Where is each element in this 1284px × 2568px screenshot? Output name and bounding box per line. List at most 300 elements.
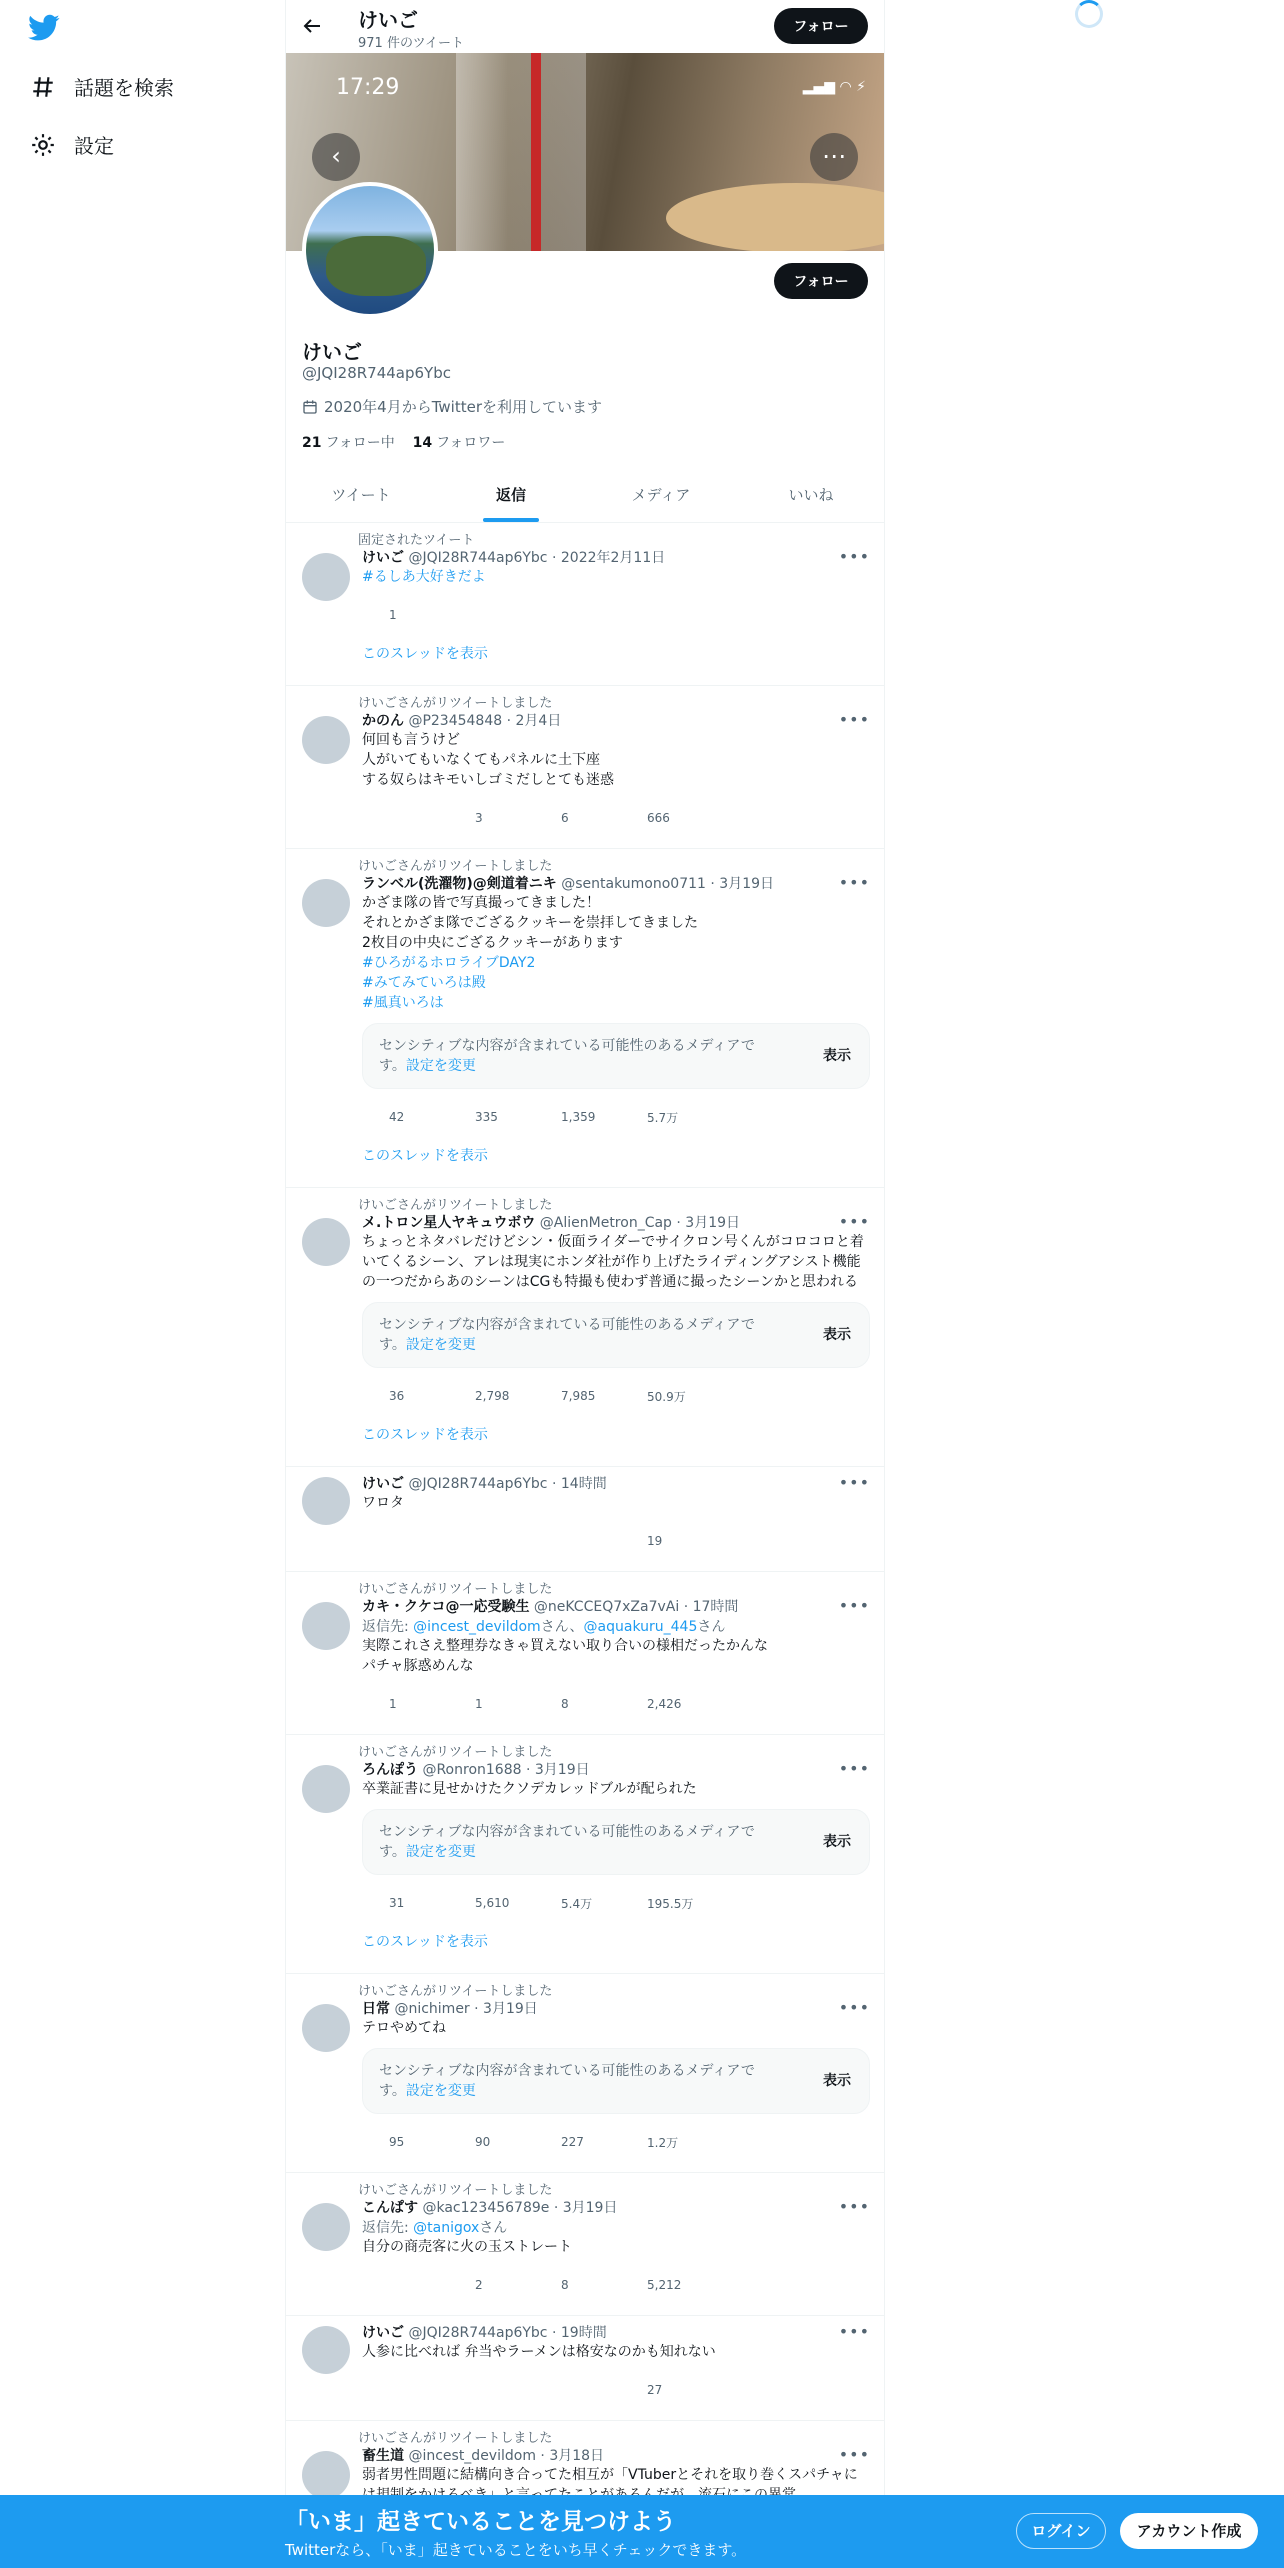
reply-icon (362, 1696, 379, 1713)
tweet-author-name[interactable]: けいご (362, 550, 404, 566)
reply-icon (362, 1895, 379, 1912)
followers-label[interactable]: フォロワー (436, 435, 506, 451)
tweet[interactable] (286, 1467, 885, 1572)
bottom-bar-subtitle: Twitterなら、「いま」起きていることをいち早くチェックできます。 (285, 2541, 747, 2559)
views-icon (620, 2134, 637, 2151)
share-action[interactable] (706, 1533, 792, 1550)
retweet-action[interactable] (448, 2277, 534, 2294)
like-count: 1,359 (561, 1110, 596, 1124)
tweet-author-name[interactable]: かのん (362, 713, 404, 729)
header-follow-button[interactable]: フォロー (774, 8, 868, 44)
tweet[interactable] (286, 849, 885, 1188)
tweet-context (302, 2179, 870, 2197)
more-options-icon[interactable]: ••• (838, 2322, 870, 2341)
views-count: 19 (647, 1534, 663, 1548)
login-button[interactable]: ログイン (1016, 2513, 1106, 2549)
reply-action[interactable] (362, 1533, 448, 1550)
views-icon (620, 810, 637, 827)
tweet-author-handle[interactable]: @Ronron1688 (422, 1762, 522, 1778)
share-icon (706, 2277, 723, 2294)
reply-icon (362, 810, 379, 827)
tab-replies[interactable]: 返信 (436, 470, 586, 522)
reply-count: 1 (389, 1697, 397, 1711)
tweet-actions (362, 2265, 792, 2305)
profile-handle: @JQI28R744ap6Ybc (302, 364, 451, 382)
tweet-meta: 畜生道 @incest_devildom · 3月18日 (362, 2448, 605, 2464)
like-action[interactable] (534, 1895, 620, 1912)
share-action[interactable] (706, 1109, 792, 1126)
reply-action[interactable] (362, 1696, 448, 1713)
tweet-time[interactable]: 17時間 (692, 1599, 739, 1615)
like-count: 6 (561, 811, 569, 825)
tweet-author-handle[interactable]: @JQI28R744ap6Ybc (408, 2325, 548, 2341)
views-icon (620, 1109, 637, 1126)
following-count[interactable]: 21 (302, 435, 322, 451)
views-count: 5,212 (647, 2278, 682, 2292)
more-options-icon[interactable]: ••• (838, 547, 870, 566)
like-count: 8 (561, 2278, 569, 2292)
retweet-icon (448, 2277, 465, 2294)
tweet-author-handle[interactable]: @JQI28R744ap6Ybc (408, 1476, 548, 1492)
like-count: 7,985 (561, 1389, 596, 1403)
profile-joined (302, 396, 602, 417)
tweet-author-handle[interactable]: @AlienMetron_Cap (539, 1215, 672, 1231)
retweet-count: 3 (475, 811, 483, 825)
share-icon (706, 2134, 723, 2151)
reply-icon (362, 1388, 379, 1405)
views-action[interactable] (620, 1109, 706, 1126)
retweet-count: 335 (475, 1110, 498, 1124)
heart-icon (534, 1388, 551, 1405)
show-thread-link[interactable]: このスレッドを表示 (362, 1934, 488, 1950)
tweet-author-name[interactable]: けいご (362, 1476, 404, 1492)
heart-icon (534, 1533, 551, 1550)
retweet-action[interactable] (448, 1533, 534, 1550)
profile-name: けいご (302, 340, 362, 364)
more-options-icon[interactable]: ••• (838, 1596, 870, 1615)
tweet-text: 自分の商売客に火の玉ストレート (362, 2239, 572, 2255)
retweet-context-icon (332, 1196, 346, 1210)
avatar[interactable] (302, 1218, 350, 1266)
change-settings-link[interactable]: 設定を変更 (405, 1337, 476, 1353)
tweet-author-handle[interactable]: @sentakumono0711 (561, 876, 706, 892)
tweet-time[interactable]: 3月19日 (534, 1762, 590, 1778)
share-action[interactable] (706, 1388, 792, 1405)
back-arrow-icon[interactable] (300, 14, 324, 38)
avatar[interactable] (302, 2326, 350, 2374)
tweet-body (362, 547, 870, 635)
retweet-icon (448, 2134, 465, 2151)
tweet-author-name[interactable]: けいご (362, 2325, 404, 2341)
views-icon (620, 1533, 637, 1550)
tweet-text: 卒業証書に見せかけたクソデカレッドブルが配られた (362, 1781, 697, 1797)
share-icon (706, 1696, 723, 1713)
avatar[interactable] (302, 2451, 350, 2499)
sidebar-item-label: 設定 (74, 134, 114, 158)
reply-to-handle[interactable]: @incest_devildom (413, 1619, 541, 1635)
banner-status-icons: ▂▄▆ ◠ ⚡ (802, 79, 866, 95)
tweet-meta: かのん @P23454848 · 2月4日 (362, 713, 562, 729)
more-options-icon[interactable]: ••• (838, 873, 870, 892)
like-action[interactable] (534, 607, 620, 624)
tweet-actions (362, 595, 792, 635)
reply-action[interactable] (362, 1388, 448, 1405)
loading-spinner-icon (1075, 0, 1103, 28)
retweet-context-icon (332, 1743, 346, 1757)
tweet-actions (362, 2122, 792, 2162)
tweet-context-label: 固定されたツイート (358, 532, 475, 548)
tweet-author-name[interactable]: ろんぽう (362, 1762, 418, 1778)
tweet-context-label: けいごさんがリツイートしました (358, 1197, 553, 1213)
tweet-meta: メ.トロン星人ヤキュウボウ @AlienMetron_Cap · 3月19日 (362, 1215, 741, 1231)
tweet-meta: カキ・クケコ@一応受験生 @neKCCEQ7xZa7vAi · 17時間 (362, 1599, 739, 1615)
heart-icon (534, 810, 551, 827)
retweet-context-icon (332, 1580, 346, 1594)
views-action[interactable] (620, 1533, 706, 1550)
following-label[interactable]: フォロー中 (325, 435, 395, 451)
retweet-action[interactable] (448, 810, 534, 827)
tweet[interactable] (286, 686, 885, 849)
tweet-time[interactable]: 3月19日 (483, 2001, 538, 2017)
sensitive-media-notice (362, 2048, 870, 2114)
reply-icon (362, 1109, 379, 1126)
more-options-icon[interactable]: ••• (838, 1212, 870, 1231)
tab-tweets[interactable]: ツイート (331, 486, 391, 504)
tweet-actions (362, 1684, 792, 1724)
tweet-time[interactable]: 14時間 (560, 1476, 607, 1492)
reply-count: 31 (389, 1896, 405, 1910)
heart-icon (534, 1109, 551, 1126)
signup-bottom-bar (0, 2495, 1284, 2568)
like-count: 5.4万 (561, 1896, 593, 1911)
tweet-text: 実際これさえ整理券なきゃ買えない取り合いの様相だったかんな パチャ豚惑めんな (362, 1638, 768, 1674)
pin-icon (332, 531, 346, 545)
sensitive-text: センシティブな内容が含まれている可能性のあるメディアです。 (379, 1824, 755, 1860)
like-action[interactable] (534, 1388, 620, 1405)
reply-to-line (362, 1616, 870, 1636)
tab-likes[interactable]: いいね (788, 486, 834, 504)
retweet-context-icon (332, 2181, 346, 2195)
tweet-author-handle[interactable]: @neKCCEQ7xZa7vAi (533, 1599, 680, 1615)
sidebar-item-explore[interactable] (30, 72, 174, 101)
like-action[interactable] (534, 810, 620, 827)
reply-action[interactable] (362, 2382, 448, 2399)
reply-icon (362, 2382, 379, 2399)
tweet-text: 弱者男性問題に結構向き合ってた相互が「VTuberとそれを取り巻くスパチャに (362, 2467, 858, 2483)
avatar[interactable] (302, 2203, 350, 2251)
retweet-action[interactable] (448, 1895, 534, 1912)
share-action[interactable] (706, 607, 792, 624)
heart-icon (534, 2134, 551, 2151)
tweet-text: ちょっとネタバレだけどシン・仮面ライダーでサイクロン号くんがコロコロと着いてくるシーン、アレは現実にホンダ社が作り上げたライディングアシスト機能の一つだからあのシーンはCGも特撮も使わず普通に撮ったシーンかと思われる (362, 1234, 864, 1290)
reply-count: 42 (389, 1110, 405, 1124)
retweet-count: 2,798 (475, 1389, 510, 1403)
views-icon (620, 1895, 637, 1912)
like-action[interactable] (534, 1696, 620, 1713)
views-action[interactable] (620, 1696, 706, 1713)
share-action[interactable] (706, 2277, 792, 2294)
tweet-actions (362, 798, 792, 838)
share-action[interactable] (706, 1696, 792, 1713)
tweet-author-name[interactable]: ランベル(洗濯物)@剣道着ニキ (362, 876, 557, 892)
reply-action[interactable] (362, 1109, 448, 1126)
show-media-button[interactable]: 表示 (823, 1327, 851, 1343)
tweet-author-name[interactable]: 日常 (362, 2001, 390, 2017)
tweet-context-label: けいごさんがリツイートしました (358, 1581, 553, 1597)
sensitive-media-notice (362, 1302, 870, 1368)
retweet-context-icon (332, 857, 346, 871)
tweet-author-handle[interactable]: @kac123456789e (422, 2200, 550, 2216)
reply-icon (362, 607, 379, 624)
share-action[interactable] (706, 2134, 792, 2151)
tweet-text: 人参に比べれば 弁当やラーメンは格安なのかも知れない (362, 2344, 716, 2360)
retweet-icon (448, 1895, 465, 1912)
show-thread-link[interactable]: このスレッドを表示 (362, 646, 488, 662)
tweet-author-handle[interactable]: @incest_devildom (408, 2448, 536, 2464)
banner-plate (666, 183, 885, 251)
tweet-author-name[interactable]: 畜生道 (362, 2448, 404, 2464)
tweet-meta: 日常 @nichimer · 3月19日 (362, 2001, 538, 2017)
views-action[interactable] (620, 2277, 706, 2294)
more-options-icon[interactable]: ••• (838, 2197, 870, 2216)
retweet-action[interactable] (448, 1388, 534, 1405)
reply-icon (362, 2277, 379, 2294)
reply-count: 95 (389, 2135, 405, 2149)
tweet-actions (362, 2370, 792, 2410)
avatar[interactable] (302, 2004, 350, 2052)
sensitive-text: センシティブな内容が含まれている可能性のあるメディアです。 (379, 1317, 755, 1353)
profile-tabs (286, 470, 885, 523)
like-action[interactable] (534, 1109, 620, 1126)
sidebar-item-settings[interactable] (30, 130, 114, 159)
reply-to-handle[interactable]: @tanigox (413, 2220, 480, 2236)
followers-count[interactable]: 14 (412, 435, 433, 451)
tweet-author-handle[interactable]: @JQI28R744ap6Ybc (408, 550, 548, 566)
retweet-action[interactable] (448, 607, 534, 624)
profile-follow-button[interactable]: フォロー (774, 263, 868, 299)
reply-action[interactable] (362, 2134, 448, 2151)
reply-icon (362, 1533, 379, 1550)
more-options-icon[interactable]: ••• (838, 1759, 870, 1778)
tweet-author-handle[interactable]: @P23454848 (408, 713, 503, 729)
views-icon (620, 1696, 637, 1713)
views-action[interactable] (620, 2382, 706, 2399)
tab-media[interactable]: メディア (631, 486, 691, 504)
tweet-context-label: けいごさんがリツイートしました (358, 2182, 553, 2198)
tweet-context (302, 692, 870, 710)
like-action[interactable] (534, 2382, 620, 2399)
profile-header (286, 0, 885, 53)
banner-time: 17:29 (336, 75, 400, 100)
views-action[interactable] (620, 1388, 706, 1405)
retweet-icon (448, 810, 465, 827)
avatar[interactable] (302, 716, 350, 764)
share-action[interactable] (706, 2382, 792, 2399)
tweet-time[interactable]: 3月19日 (685, 1215, 741, 1231)
tweet-author-name[interactable]: メ.トロン星人ヤキュウボウ (362, 1215, 536, 1231)
tweet-actions (362, 1883, 792, 1923)
show-media-button[interactable]: 表示 (823, 1834, 851, 1850)
tweet-author-name[interactable]: こんぱす (362, 2200, 418, 2216)
more-options-icon[interactable]: ••• (838, 710, 870, 729)
retweet-count: 1 (475, 1697, 483, 1711)
header-tweet-count: 971 件のツイート (358, 36, 465, 51)
twitter-logo-icon[interactable] (28, 14, 60, 42)
reply-action[interactable] (362, 2277, 448, 2294)
more-options-icon[interactable]: ••• (838, 1473, 870, 1492)
sidebar-item-label: 話題を検索 (74, 76, 174, 100)
avatar[interactable] (302, 1477, 350, 1525)
tweet-context-label: けいごさんがリツイートしました (358, 1744, 553, 1760)
tweet-actions (362, 1097, 792, 1137)
reply-action[interactable] (362, 810, 448, 827)
tweet-meta: ろんぽう @Ronron1688 · 3月19日 (362, 1762, 590, 1778)
tweet-body (362, 2197, 870, 2305)
reply-suffix: さん (697, 1619, 726, 1635)
tweet[interactable] (286, 2173, 885, 2316)
hashtag-link[interactable]: #ひろがるホロライブDAY2 (362, 955, 536, 971)
show-media-button[interactable]: 表示 (823, 2073, 851, 2089)
retweet-action[interactable] (448, 1109, 534, 1126)
tweet-time[interactable]: 2022年2月11日 (560, 550, 666, 566)
tweet-time[interactable]: 19時間 (560, 2325, 607, 2341)
reply-count: 1 (389, 608, 397, 622)
avatar[interactable] (302, 553, 350, 601)
hashtag-link[interactable]: #るしあ大好きだよ (362, 569, 486, 585)
retweet-context-icon (332, 2429, 346, 2443)
change-settings-link[interactable]: 設定を変更 (405, 1844, 476, 1860)
tweet[interactable] (286, 2316, 885, 2421)
like-count: 8 (561, 1697, 569, 1711)
retweet-action[interactable] (448, 1696, 534, 1713)
profile-column (285, 0, 885, 2568)
joined-text: 2020年4月からTwitterを利用しています (324, 398, 602, 416)
retweet-action[interactable] (448, 2134, 534, 2151)
reply-suffix: さん (479, 2220, 508, 2236)
like-action[interactable] (534, 2134, 620, 2151)
heart-icon (534, 2277, 551, 2294)
heart-icon (534, 1696, 551, 1713)
retweet-count: 90 (475, 2135, 491, 2149)
reply-action[interactable] (362, 607, 448, 624)
show-thread-link[interactable]: このスレッドを表示 (362, 1148, 488, 1164)
gear-icon (30, 132, 56, 158)
tweet-text: 何回も言うけど 人がいてもいなくてもパネルに土下座 する奴らはキモいしゴミだしとても迷惑 (362, 732, 614, 788)
change-settings-link[interactable]: 設定を変更 (405, 2083, 476, 2099)
change-settings-link[interactable]: 設定を変更 (405, 1058, 476, 1074)
tweet[interactable] (286, 523, 885, 686)
views-count: 195.5万 (647, 1896, 694, 1911)
tweet-context (302, 1980, 870, 1998)
tweet-time[interactable]: 2月4日 (515, 713, 562, 729)
views-count: 666 (647, 811, 670, 825)
tweet[interactable] (286, 1974, 885, 2173)
show-thread-link[interactable]: このスレッドを表示 (362, 1427, 488, 1443)
profile-avatar[interactable] (302, 182, 438, 318)
tweet-body (362, 1998, 870, 2162)
share-icon (706, 1895, 723, 1912)
calendar-icon (302, 399, 318, 415)
views-count: 50.9万 (647, 1389, 686, 1404)
reply-prefix: 返信先: (362, 2220, 414, 2236)
banner-glass (456, 53, 586, 251)
tweet-time[interactable]: 3月19日 (562, 2200, 618, 2216)
sensitive-text: センシティブな内容が含まれている可能性のあるメディアです。 (379, 1038, 755, 1074)
sensitive-media-notice (362, 1023, 870, 1089)
tweet-feed (286, 523, 885, 2564)
avatar[interactable] (302, 1602, 350, 1650)
banner-straw (531, 53, 541, 251)
views-action[interactable] (620, 2134, 706, 2151)
avatar[interactable] (302, 879, 350, 927)
like-count: 227 (561, 2135, 584, 2149)
share-action[interactable] (706, 1895, 792, 1912)
tweet-context (302, 529, 870, 547)
tweet-context (302, 1578, 870, 1596)
more-options-icon[interactable]: ••• (838, 2445, 870, 2464)
share-icon (706, 810, 723, 827)
tweet-actions (362, 1521, 792, 1561)
tweet[interactable] (286, 1735, 885, 1974)
avatar[interactable] (302, 1765, 350, 1813)
tweet-author-handle[interactable]: @nichimer (394, 2001, 470, 2017)
views-action[interactable] (620, 1895, 706, 1912)
retweet-action[interactable] (448, 2382, 534, 2399)
views-action[interactable] (620, 810, 706, 827)
views-action[interactable] (620, 607, 706, 624)
views-count: 2,426 (647, 1697, 682, 1711)
reply-action[interactable] (362, 1895, 448, 1912)
show-media-button[interactable]: 表示 (823, 1048, 851, 1064)
like-action[interactable] (534, 2277, 620, 2294)
tweet-context (302, 1741, 870, 1759)
reply-count: 36 (389, 1389, 405, 1403)
share-action[interactable] (706, 810, 792, 827)
banner-more-icon: ⋯ (810, 133, 858, 181)
views-count: 1.2万 (647, 2135, 679, 2150)
tweet[interactable] (286, 1188, 885, 1467)
tweet-author-name[interactable]: カキ・クケコ@一応受験生 (362, 1599, 530, 1615)
views-icon (620, 607, 637, 624)
reply-to-line (362, 2217, 870, 2237)
tweet-time[interactable]: 3月19日 (719, 876, 775, 892)
retweet-context-icon (332, 694, 346, 708)
tweet[interactable] (286, 1572, 885, 1735)
tweet-text: ワロタ (362, 1495, 404, 1511)
hashtag-link[interactable]: #みてみていろは殿 (362, 975, 486, 991)
tweet-body (362, 1759, 870, 1923)
heart-icon (534, 1895, 551, 1912)
reply-to-handle[interactable]: @aquakuru_445 (583, 1619, 698, 1635)
tweet-body (362, 2322, 870, 2410)
share-icon (706, 1109, 723, 1126)
tweet-context-label: けいごさんがリツイートしました (358, 1983, 553, 1999)
more-options-icon[interactable]: ••• (838, 1998, 870, 2017)
tweet-body (362, 710, 870, 838)
hashtag-link[interactable]: #風真いろは (362, 995, 444, 1011)
tweet-time[interactable]: 3月18日 (549, 2448, 605, 2464)
sensitive-media-notice (362, 1809, 870, 1875)
signup-button[interactable]: アカウント作成 (1120, 2513, 1258, 2549)
like-action[interactable] (534, 1533, 620, 1550)
profile-follow-stats (302, 432, 505, 452)
share-icon (706, 1533, 723, 1550)
retweet-icon (448, 1533, 465, 1550)
header-name: けいご (358, 8, 418, 32)
tweet-actions (362, 1376, 792, 1416)
retweet-count: 2 (475, 2278, 483, 2292)
share-icon (706, 1388, 723, 1405)
